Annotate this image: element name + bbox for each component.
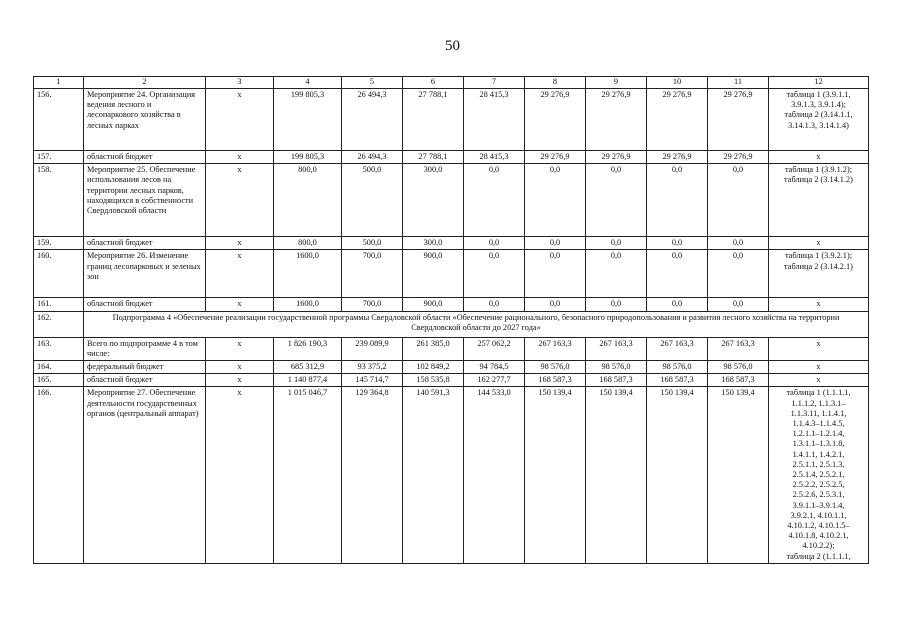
cell-value: 27 788,1 [403, 89, 464, 151]
reference-line: таблица 1 (3.9.1.1, [786, 90, 851, 99]
cell-value: 150 139,4 [647, 387, 708, 563]
cell-value: 0,0 [586, 237, 647, 250]
reference-line: 4.10.2.2); [802, 541, 835, 551]
row-number: 158. [34, 164, 84, 237]
cell-value: х [206, 89, 274, 151]
cell-value: 800,0 [274, 164, 342, 237]
reference-cell [769, 151, 869, 164]
reference-line: 3.9.1.3, 3.9.1.4); [791, 100, 846, 110]
cell-value: 29 276,9 [525, 151, 586, 164]
cell-value: 93 375,2 [342, 361, 403, 374]
subprogram-title: Подпрограмма 4 «Обеспечение реализации государственной программы Свердловской области «Обеспечение рационального, безопасного природопользования и развития лесного хозяйства на территории Свердловской области до 2027 года» [84, 311, 869, 337]
reference-line: 1.1.3.11, 1.1.4.1, [790, 408, 847, 418]
cell-value: 26 494,3 [342, 151, 403, 164]
cell-value: 1 015 046,7 [274, 387, 342, 563]
cell-value: 98 576,0 [708, 361, 769, 374]
cell-value: 261 385,0 [403, 337, 464, 360]
reference-line: 2.5.1.1, 2.5.1.3, [792, 459, 845, 469]
cell-value: 239 089,9 [342, 337, 403, 360]
cell-value: 0,0 [464, 298, 525, 311]
cell-value: 0,0 [586, 164, 647, 237]
reference-line: х [816, 362, 821, 372]
table-row [34, 164, 869, 237]
cell-value: 29 276,9 [708, 151, 769, 164]
column-header: 3 [206, 77, 274, 89]
cell-value: х [206, 250, 274, 298]
reference-line: х [816, 152, 821, 161]
row-number: 165. [34, 374, 84, 387]
reference-cell [769, 337, 869, 360]
row-name: федеральный бюджет [84, 361, 206, 374]
header-row [34, 77, 869, 89]
cell-value: 27 788,1 [403, 151, 464, 164]
cell-value: 144 533,0 [464, 387, 525, 563]
reference-cell [769, 89, 869, 151]
reference-line: таблица 1 (3.9.2.1); [784, 251, 853, 261]
row-number: 162. [34, 311, 84, 337]
cell-value: х [206, 361, 274, 374]
cell-value: 257 062,2 [464, 337, 525, 360]
reference-line: 4.10.1.2, 4.10.1.5– [787, 521, 850, 531]
column-header: 5 [342, 77, 403, 89]
row-name: областной бюджет [84, 298, 206, 311]
reference-line: 4.10.1.8, 4.10.2.1, [788, 531, 849, 541]
table-row [34, 337, 869, 360]
table-row [34, 89, 869, 151]
cell-value: 700,0 [342, 250, 403, 298]
cell-value: 199 805,3 [274, 89, 342, 151]
cell-value: 800,0 [274, 237, 342, 250]
cell-value: х [206, 387, 274, 563]
column-header: 1 [34, 77, 84, 89]
reference-cell [769, 374, 869, 387]
cell-value: 0,0 [464, 164, 525, 237]
reference-line: х [816, 299, 821, 309]
reference-line: 1.4.1.1, 1.4.2.1, [792, 449, 845, 459]
cell-value: х [206, 337, 274, 360]
column-header: 8 [525, 77, 586, 89]
cell-value: 168 587,3 [586, 374, 647, 387]
cell-value: 500,0 [342, 237, 403, 250]
reference-line: таблица 2 (3.14.1.1, [784, 110, 853, 120]
reference-cell [769, 250, 869, 298]
cell-value: 300,0 [403, 237, 464, 250]
cell-value: 0,0 [708, 298, 769, 311]
cell-value: 98 576,0 [647, 361, 708, 374]
cell-value: 0,0 [708, 250, 769, 298]
cell-value: 1 140 877,4 [274, 374, 342, 387]
cell-value: 0,0 [708, 237, 769, 250]
cell-value: 145 714,7 [342, 374, 403, 387]
cell-value: 29 276,9 [525, 89, 586, 151]
column-header: 2 [84, 77, 206, 89]
table-row [34, 298, 869, 311]
data-table [33, 76, 869, 564]
cell-value: 0,0 [586, 298, 647, 311]
cell-value: 168 587,3 [525, 374, 586, 387]
cell-value: 0,0 [647, 237, 708, 250]
cell-value: 0,0 [647, 298, 708, 311]
cell-value: 500,0 [342, 164, 403, 237]
table-row [34, 237, 869, 250]
reference-line: 3.9.1.1–3.9.1.4, [792, 500, 845, 510]
cell-value: 0,0 [525, 298, 586, 311]
column-header: 12 [769, 77, 869, 89]
cell-value: 0,0 [464, 250, 525, 298]
reference-line: таблица 1 (3.9.1.2); [784, 165, 853, 175]
cell-value: 1600,0 [274, 250, 342, 298]
table-row [34, 374, 869, 387]
row-number: 160. [34, 250, 84, 298]
page-number: 50 [445, 38, 460, 54]
cell-value: 0,0 [647, 250, 708, 298]
row-name: областной бюджет [84, 151, 206, 164]
reference-line: 1.1.4.3–1.1.4.5, [792, 419, 845, 429]
row-number: 161. [34, 298, 84, 311]
column-header: 9 [586, 77, 647, 89]
row-name: Мероприятие 27. Обеспечение деятельности государственных органов (центральный аппарат) [84, 387, 206, 563]
reference-line: 3.14.1.3, 3.14.1.4) [788, 120, 849, 130]
reference-cell [769, 361, 869, 374]
row-name: Мероприятие 26. Изменение границ лесопарковых и зеленых зон [84, 250, 206, 298]
cell-value: 29 276,9 [647, 89, 708, 151]
cell-value: 150 139,4 [525, 387, 586, 563]
cell-value: 129 364,8 [342, 387, 403, 563]
cell-value: 158 535,8 [403, 374, 464, 387]
table-row [34, 151, 869, 164]
cell-value: 900,0 [403, 250, 464, 298]
reference-line: 2.5.2.6, 2.5.3.1, [792, 490, 845, 500]
cell-value: 28 415,3 [464, 89, 525, 151]
column-header: 10 [647, 77, 708, 89]
row-name: Всего по подпрограмме 4 в том числе: [84, 337, 206, 360]
row-name: областной бюджет [84, 237, 206, 250]
cell-value: 199 805,3 [274, 151, 342, 164]
cell-value: 162 277,7 [464, 374, 525, 387]
reference-line: х [816, 375, 821, 385]
reference-line: таблица 2 (3.14.1.2) [784, 175, 853, 185]
column-header: 4 [274, 77, 342, 89]
cell-value: 94 784,5 [464, 361, 525, 374]
cell-value: 267 163,3 [647, 337, 708, 360]
reference-line: 2.5.1.4, 2.5.2.1, [792, 470, 845, 480]
row-name: Мероприятие 25. Обеспечение использования лесов на территории лесных парков, находящихся в собственности Свердловской области [84, 164, 206, 237]
cell-value: 267 163,3 [586, 337, 647, 360]
cell-value: 168 587,3 [708, 374, 769, 387]
cell-value: х [206, 151, 274, 164]
cell-value: 0,0 [525, 237, 586, 250]
table-row [34, 387, 869, 563]
reference-cell [769, 298, 869, 311]
cell-value: 267 163,3 [525, 337, 586, 360]
row-number: 164. [34, 361, 84, 374]
cell-value: 29 276,9 [708, 89, 769, 151]
reference-line: 2.5.2.2, 2.5.2.5, [792, 480, 845, 490]
column-header: 11 [708, 77, 769, 89]
cell-value: х [206, 298, 274, 311]
column-header: 6 [403, 77, 464, 89]
row-number: 157. [34, 151, 84, 164]
reference-line: х [816, 338, 821, 348]
cell-value: х [206, 374, 274, 387]
reference-line: 1.1.1.2, 1.1.3.1– [791, 398, 846, 408]
cell-value: х [206, 237, 274, 250]
row-number: 159. [34, 237, 84, 250]
cell-value: 900,0 [403, 298, 464, 311]
reference-line: 3.9.2.1, 4.10.1.1, [790, 510, 847, 520]
cell-value: 0,0 [464, 237, 525, 250]
column-header: 7 [464, 77, 525, 89]
cell-value: 150 139,4 [708, 387, 769, 563]
row-name: Мероприятие 24. Организация ведения лесного и лесопаркового хозяйства в лесных парках [84, 89, 206, 151]
reference-line: таблица 1 (1.1.1.1, [786, 388, 851, 398]
cell-value: 0,0 [525, 164, 586, 237]
cell-value: 102 849,2 [403, 361, 464, 374]
table-row [34, 361, 869, 374]
cell-value: х [206, 164, 274, 237]
cell-value: 0,0 [525, 250, 586, 298]
reference-cell [769, 164, 869, 237]
cell-value: 685 312,9 [274, 361, 342, 374]
cell-value: 300,0 [403, 164, 464, 237]
row-number: 156. [34, 89, 84, 151]
table-row [34, 250, 869, 298]
cell-value: 98 576,0 [525, 361, 586, 374]
cell-value: 150 139,4 [586, 387, 647, 563]
cell-value: 168 587,3 [647, 374, 708, 387]
row-name: областной бюджет [84, 374, 206, 387]
cell-value: 29 276,9 [586, 151, 647, 164]
cell-value: 1600,0 [274, 298, 342, 311]
cell-value: 267 163,3 [708, 337, 769, 360]
cell-value: 140 591,3 [403, 387, 464, 563]
subprogram-row [34, 311, 869, 337]
cell-value: 26 494,3 [342, 89, 403, 151]
reference-line: х [816, 238, 821, 248]
cell-value: 0,0 [586, 250, 647, 298]
cell-value: 0,0 [647, 164, 708, 237]
row-number: 163. [34, 337, 84, 360]
cell-value: 0,0 [708, 164, 769, 237]
cell-value: 700,0 [342, 298, 403, 311]
reference-line: таблица 2 (1.1.1.1, [786, 551, 851, 561]
reference-line: 1.2.1.1–1.2.1.4, [792, 429, 845, 439]
cell-value: 29 276,9 [586, 89, 647, 151]
cell-value: 98 576,0 [586, 361, 647, 374]
reference-line: таблица 2 (3.14.2.1) [784, 261, 853, 271]
cell-value: 29 276,9 [647, 151, 708, 164]
reference-cell [769, 237, 869, 250]
cell-value: 28 415,3 [464, 151, 525, 164]
reference-line: 1.3.1.1–1.3.1.8, [792, 439, 845, 449]
row-number: 166. [34, 387, 84, 563]
reference-cell [769, 387, 869, 563]
cell-value: 1 826 190,3 [274, 337, 342, 360]
